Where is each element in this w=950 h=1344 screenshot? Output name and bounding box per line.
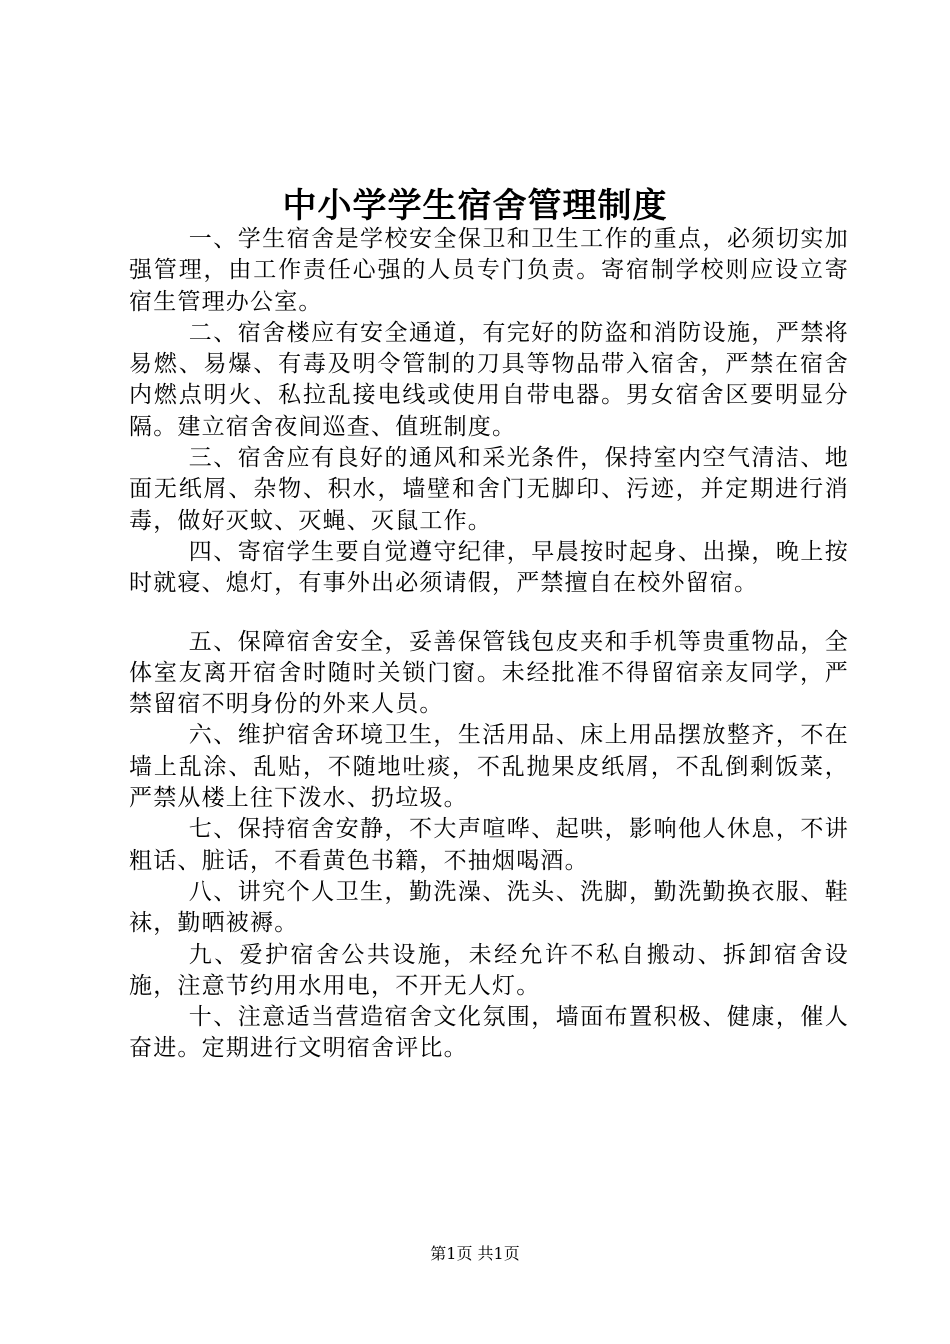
paragraph-1: 一、学生宿舍是学校安全保卫和卫生工作的重点，必须切实加强管理，由工作责任心强的人员专门负责。寄宿制学校则应设立寄宿生管理办公室。 — [129, 226, 849, 315]
paragraph-4: 四、寄宿学生要自觉遵守纪律，早晨按时起身、出操，晚上按时就寝、熄灯，有事外出必须请假，严禁擅自在校外留宿。 — [129, 538, 849, 597]
paragraph-2: 二、宿舍楼应有安全通道，有完好的防盗和消防设施，严禁将易燃、易爆、有毒及明令管制的刀具等物品带入宿舍，严禁在宿舍内燃点明火、私拉乱接电线或使用自带电器。男女宿舍区要明显分隔。建立宿舍夜间巡查、值班制度。 — [129, 319, 849, 440]
page-footer: 第1页 共1页 — [430, 1244, 520, 1263]
paragraph-7: 七、保持宿舍安静，不大声喧哗、起哄，影响他人休息，不讲粗话、脏话，不看黄色书籍，不抽烟喝酒。 — [129, 816, 849, 874]
paragraph-5: 五、保障宿舍安全，妥善保管钱包皮夹和手机等贵重物品，全体室友离开宿舍时随时关锁门窗。未经批准不得留宿亲友同学，严禁留宿不明身份的外来人员。 — [129, 628, 849, 718]
paragraph-10: 十、注意适当营造宿舍文化氛围，墙面布置积极、健康，催人奋进。定期进行文明宿舍评比。 — [129, 1004, 849, 1062]
paragraph-3: 三、宿舍应有良好的通风和采光条件，保持室内空气清洁、地面无纸屑、杂物、积水，墙壁和舍门无脚印、污迹，并定期进行消毒，做好灭蚊、灭蝇、灭鼠工作。 — [129, 445, 849, 534]
document-body — [129, 224, 849, 1065]
paragraph-8: 八、讲究个人卫生，勤洗澡、洗头、洗脚，勤洗勤换衣服、鞋袜，勤晒被褥。 — [129, 878, 849, 937]
document-title: 中小学学生宿舍管理制度 — [282, 186, 668, 226]
paragraph-6: 六、维护宿舍环境卫生，生活用品、床上用品摆放整齐，不在墙上乱涂、乱贴，不随地吐痰，不乱抛果皮纸屑，不乱倒剩饭菜，严禁从楼上往下泼水、扔垃圾。 — [129, 722, 849, 812]
paragraph-9: 九、爱护宿舍公共设施，未经允许不私自搬动、拆卸宿舍设施，注意节约用水用电，不开无人灯。 — [129, 941, 849, 999]
